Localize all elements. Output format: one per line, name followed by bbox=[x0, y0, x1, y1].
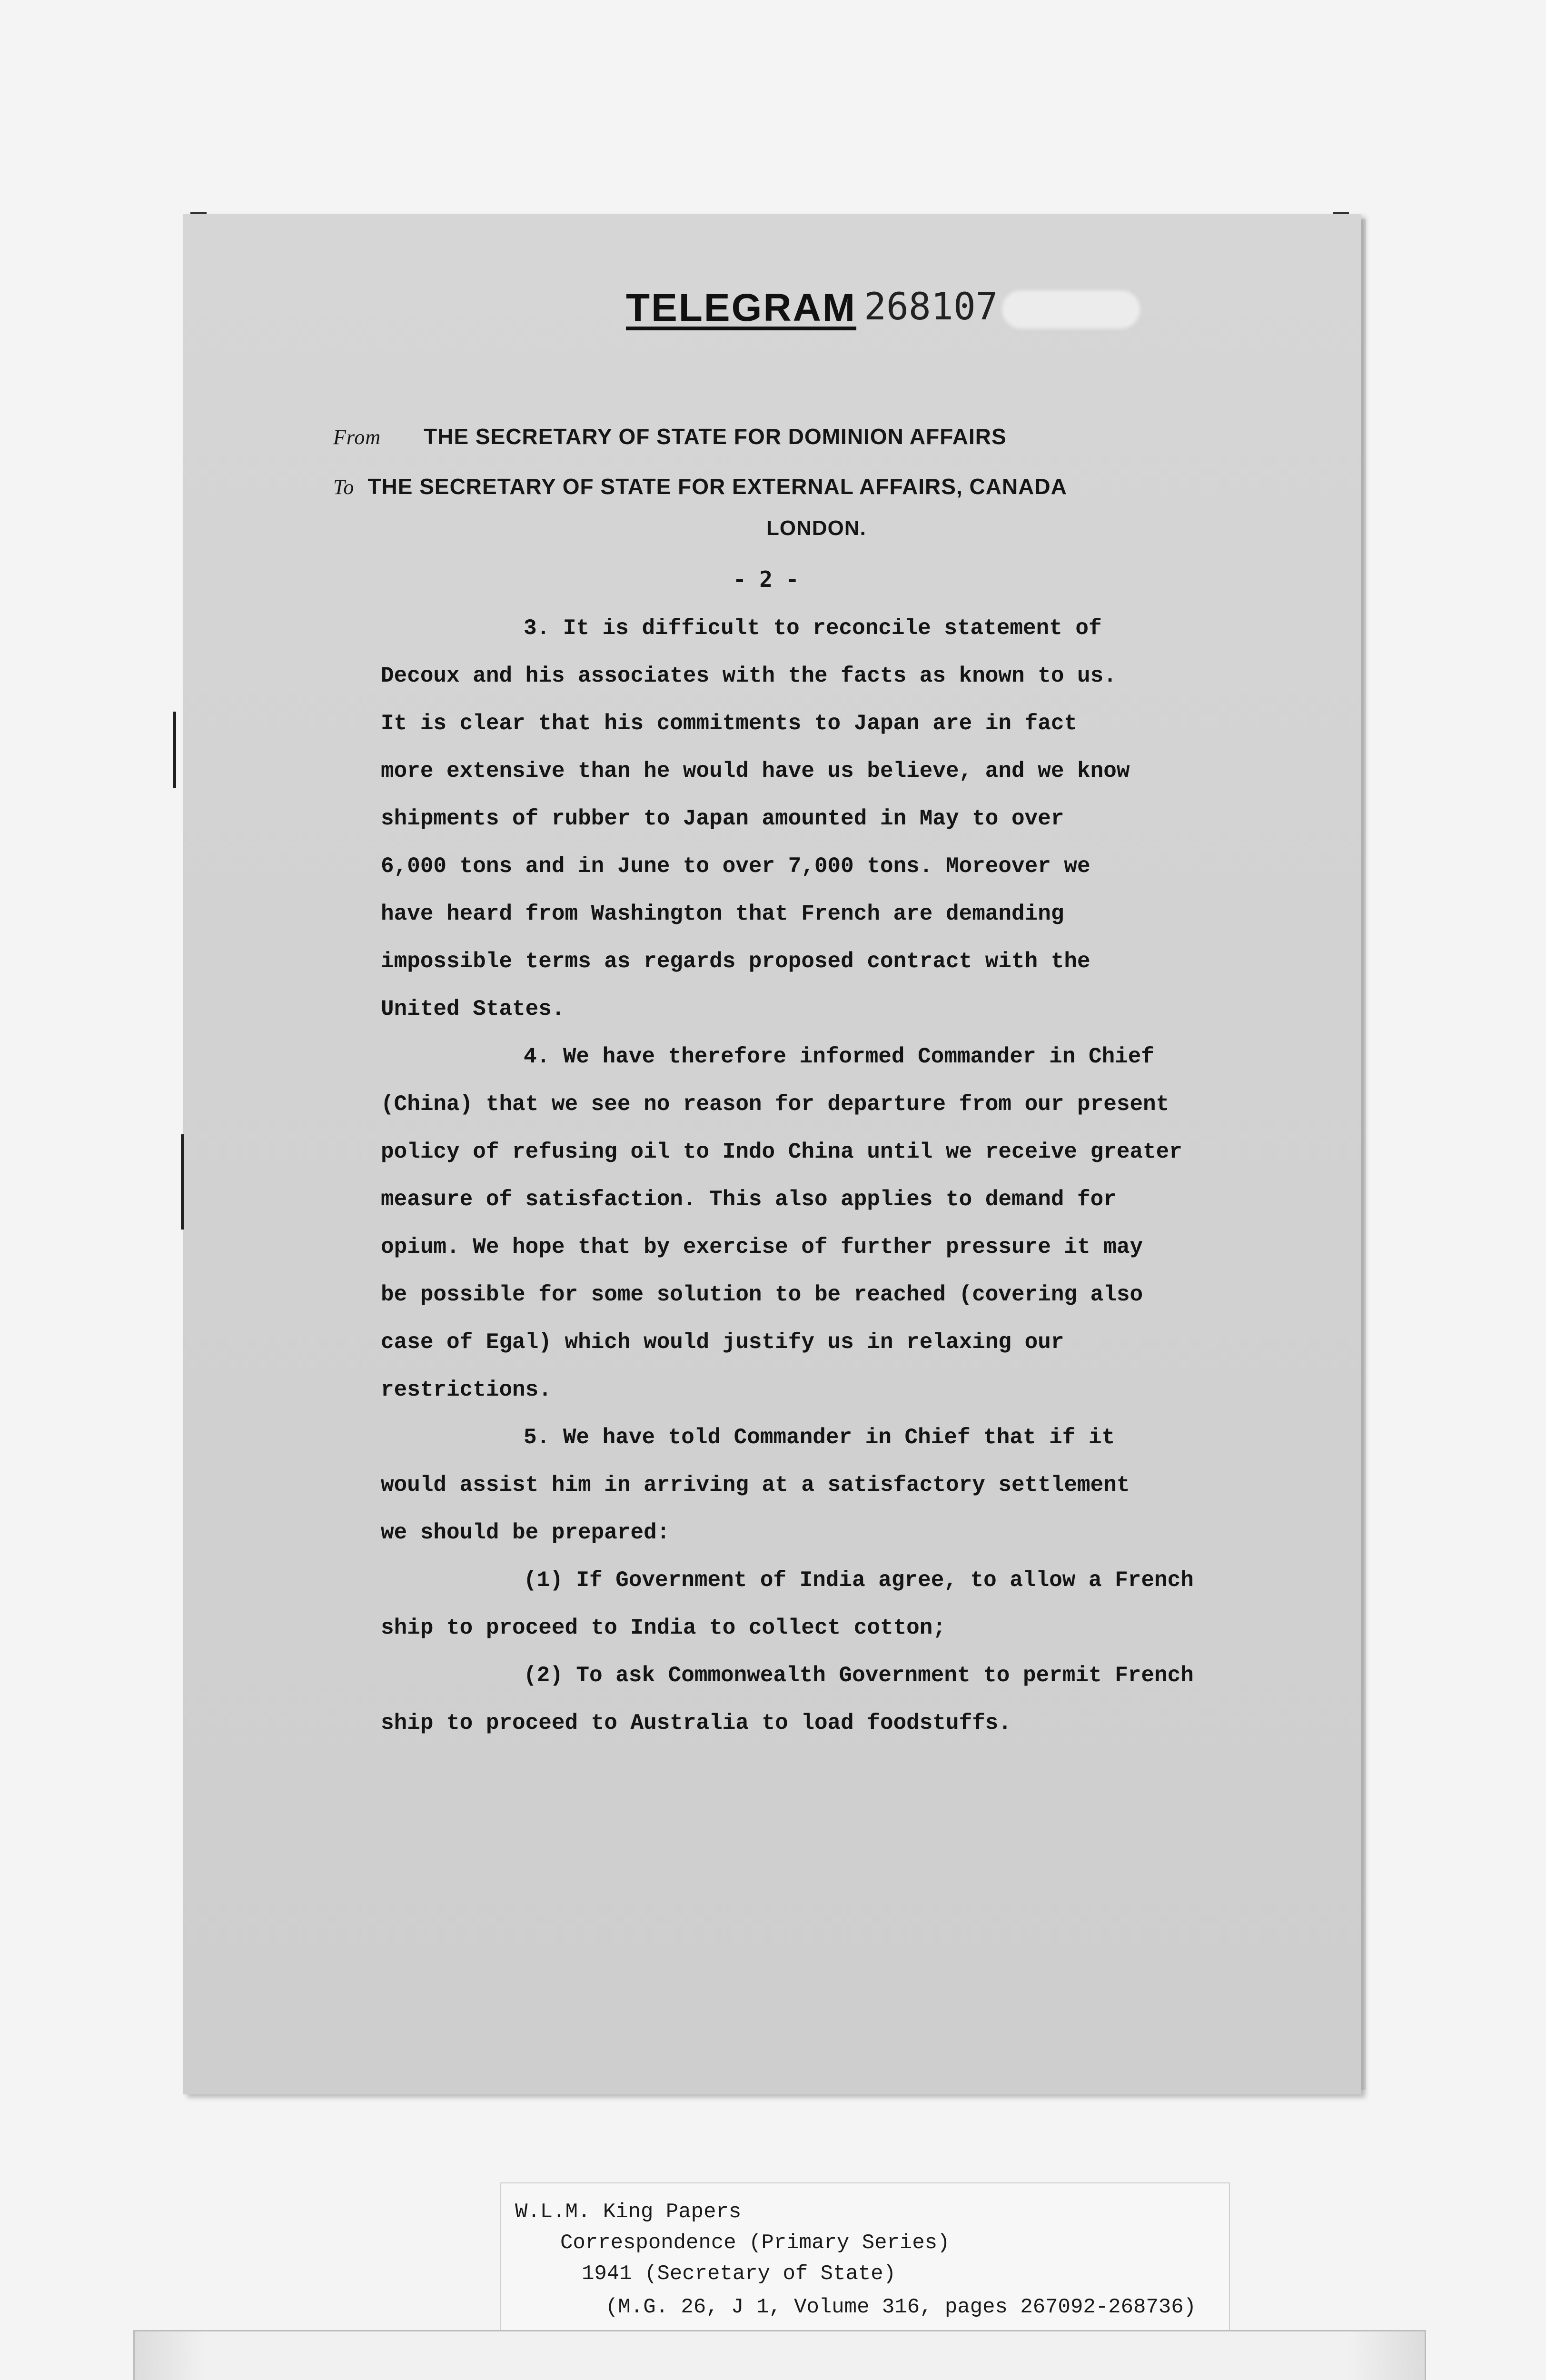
archives-card bbox=[133, 2330, 1426, 2380]
telegram-sheet bbox=[183, 214, 1361, 2094]
telegram-body bbox=[381, 605, 1342, 1747]
body-line: 5. We have told Commander in Chief that if it bbox=[524, 1425, 1115, 1450]
body-line: It is clear that his commitments to Japan are in fact bbox=[381, 711, 1078, 736]
telegram-title: TELEGRAM bbox=[626, 286, 857, 329]
card-flap-left bbox=[135, 2331, 206, 2380]
margin-mark bbox=[173, 712, 176, 788]
body-line: (China) that we see no reason for departure from our present bbox=[381, 1092, 1169, 1117]
collection-label bbox=[500, 2182, 1230, 2341]
body-line: have heard from Washington that French are demanding bbox=[381, 902, 1064, 926]
from-label: From bbox=[333, 426, 381, 449]
body-line: policy of refusing oil to Indo China until we receive greater bbox=[381, 1140, 1182, 1164]
body-line: Decoux and his associates with the facts as known to us. bbox=[381, 664, 1117, 688]
body-line: ship to proceed to India to collect cotton; bbox=[381, 1616, 946, 1640]
body-line: 6,000 tons and in June to over 7,000 tons. Moreover we bbox=[381, 854, 1090, 879]
to-label: To bbox=[333, 476, 355, 499]
place-of-origin: LONDON. bbox=[766, 516, 866, 540]
label-line: (M.G. 26, J 1, Volume 316, pages 267092-268736) bbox=[605, 2295, 1197, 2319]
label-line: W.L.M. King Papers bbox=[515, 2200, 742, 2224]
number-smudge bbox=[1002, 290, 1140, 328]
body-line: more extensive than he would have us believe, and we know bbox=[381, 759, 1130, 783]
body-line: measure of satisfaction. This also applies to demand for bbox=[381, 1187, 1117, 1212]
body-line: United States. bbox=[381, 997, 565, 1021]
body-line: be possible for some solution to be reached (covering also bbox=[381, 1282, 1143, 1307]
body-line: shipments of rubber to Japan amounted in May to over bbox=[381, 806, 1064, 831]
label-line: Correspondence (Primary Series) bbox=[560, 2231, 950, 2255]
from-value: THE SECRETARY OF STATE FOR DOMINION AFFAIRS bbox=[424, 424, 1007, 449]
body-line: restrictions. bbox=[381, 1378, 552, 1402]
body-line: ship to proceed to Australia to load foodstuffs. bbox=[381, 1711, 1012, 1735]
body-line: (2) To ask Commonwealth Government to permit French bbox=[524, 1663, 1194, 1688]
card-flap-right bbox=[1348, 2331, 1425, 2380]
body-line: 4. We have therefore informed Commander in Chief bbox=[524, 1044, 1155, 1069]
body-line: opium. We hope that by exercise of further pressure it may bbox=[381, 1235, 1143, 1259]
label-line: 1941 (Secretary of State) bbox=[582, 2262, 896, 2286]
telegram-number: 268107 bbox=[864, 286, 998, 328]
body-line: 3. It is difficult to reconcile statement of bbox=[524, 616, 1102, 641]
body-line: impossible terms as regards proposed contract with the bbox=[381, 949, 1090, 974]
body-line: we should be prepared: bbox=[381, 1520, 670, 1545]
from-line bbox=[333, 424, 1007, 449]
body-line: case of Egal) which would justify us in relaxing our bbox=[381, 1330, 1064, 1355]
to-line bbox=[333, 474, 1067, 499]
margin-mark bbox=[181, 1134, 184, 1230]
page-number: - 2 - bbox=[733, 566, 799, 592]
body-line: would assist him in arriving at a satisfactory settlement bbox=[381, 1473, 1130, 1497]
to-value: THE SECRETARY OF STATE FOR EXTERNAL AFFAIRS, CANADA bbox=[367, 474, 1067, 499]
body-line: (1) If Government of India agree, to allow a French bbox=[524, 1568, 1194, 1593]
